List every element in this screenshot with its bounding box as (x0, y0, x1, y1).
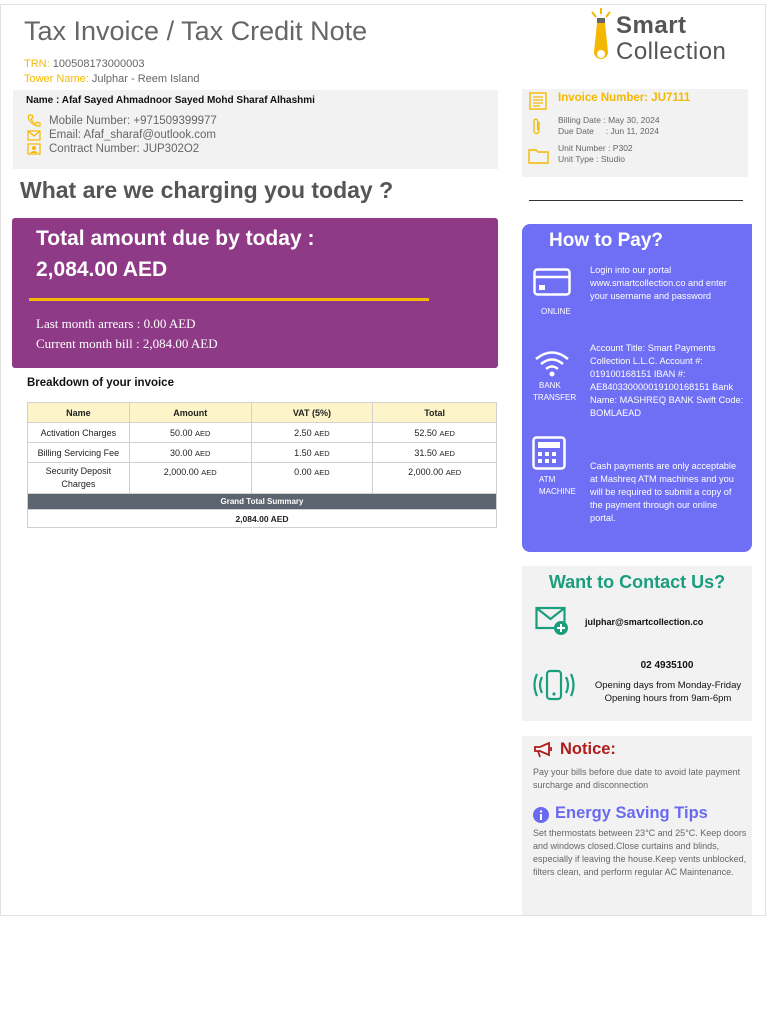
logo-text-smart: Smart (616, 12, 687, 39)
grand-total-row (28, 510, 497, 528)
due-date: Due Date : Jun 11, 2024 (558, 126, 659, 136)
atm-machine-label: ATM MACHINE (539, 475, 576, 496)
envelope-icon (27, 130, 41, 141)
contract-row (27, 143, 199, 155)
credit-card-icon (533, 268, 571, 296)
notice-title: Notice: (560, 740, 616, 758)
trn-label: TRN: (24, 58, 50, 70)
email-add-icon (535, 606, 569, 636)
email-row (27, 129, 216, 141)
amount-due-label: Total amount due by today : (36, 227, 315, 250)
wifi-icon (534, 350, 570, 378)
lightbulb-logo-icon (588, 6, 614, 66)
row-name: Billing Servicing Fee (28, 443, 130, 463)
column-header-name: Name (28, 403, 130, 423)
grand-total-value: 2,084.00 AED (28, 510, 497, 528)
row-amount: 50.00 AED (129, 423, 251, 443)
online-instructions: Login into our portal www.smartcollection.co and enter your username and password (590, 265, 727, 301)
invoice-breakdown-table (27, 402, 497, 528)
notice-text: Pay your bills before due date to avoid late payment surcharge and disconnection (533, 767, 741, 790)
invoice-info-box (522, 89, 748, 177)
paperclip-icon (532, 118, 542, 136)
row-total: 31.50 AED (373, 443, 497, 463)
bank-transfer-details: Account Title: Smart Payments Collection L.L.C. Account #: 019100168151 IBAN #: AE840330000019100168151 Bank Name: MASHREQ BANK Swift Code: BOMLAEAD (590, 343, 744, 418)
mobile-number: Mobile Number: +971509399977 (49, 114, 217, 127)
how-to-pay-title: How to Pay? (549, 230, 664, 251)
opening-times (592, 679, 744, 705)
table-row (28, 463, 497, 494)
contract-number: Contract Number: JUP302O2 (49, 143, 200, 155)
column-header-amount: Amount (129, 403, 251, 423)
row-amount: 2,000.00 AED (129, 463, 251, 494)
logo-text-collection: Collection (616, 38, 727, 65)
ringing-phone-icon (533, 669, 575, 701)
megaphone-icon (533, 742, 553, 758)
current-month-bill: Current month bill : 2,084.00 AED (36, 336, 218, 351)
row-amount: 30.00 AED (129, 443, 251, 463)
column-header-vat: VAT (5%) (251, 403, 373, 423)
opening-days: Opening days from Monday-Friday (594, 680, 742, 691)
phone-icon (27, 114, 41, 127)
contact-title: Want to Contact Us? (548, 572, 726, 592)
amount-due-divider (29, 298, 429, 301)
contact-email[interactable]: julphar@smartcollection.co (585, 617, 704, 627)
row-vat: 0.00 AED (251, 463, 373, 494)
atm-machine-icon (532, 436, 566, 470)
trn-line (24, 58, 145, 70)
energy-tips-text: Set thermostats between 23°C and 25°C. Keep doors and windows closed.Close curtains and blinds, especially if leaving the house.Keep vents unblocked, filters clean, and perform regular AC Maintenance. (533, 828, 747, 877)
breakdown-heading: Breakdown of your invoice (27, 377, 174, 389)
table-row (28, 423, 497, 443)
folder-icon (528, 147, 550, 164)
table-row (28, 443, 497, 463)
notice-panel (522, 736, 752, 915)
tower-value: Julphar - Reem Island (91, 73, 200, 85)
info-icon (533, 807, 549, 823)
trn-value: 100508173000003 (52, 58, 145, 70)
email-address: Email: Afaf_sharaf@outlook.com (49, 129, 217, 141)
grand-total-header-row (28, 494, 497, 510)
document-title: Tax Invoice / Tax Credit Note (24, 16, 368, 46)
row-total: 52.50 AED (373, 423, 497, 443)
customer-info-box (13, 90, 498, 169)
charging-heading: What are we charging you today ? (20, 177, 394, 203)
row-vat: 1.50 AED (251, 443, 373, 463)
unit-type: Unit Type : Studio (558, 154, 625, 164)
atm-instructions: Cash payments are only acceptable at Mashreq ATM machines and you will be required to submit a copy of the payment through our online portal. (590, 461, 737, 523)
contact-phone[interactable]: 02 4935100 (640, 660, 694, 671)
invoice-number: Invoice Number: JU7111 (558, 92, 691, 104)
row-total: 2,000.00 AED (373, 463, 497, 494)
section-divider (529, 200, 743, 201)
smart-collection-logo (588, 6, 758, 66)
mobile-row (27, 114, 217, 127)
tower-label: Tower Name: (24, 73, 89, 85)
how-to-pay-panel (522, 224, 752, 552)
grand-total-label: Grand Total Summary (28, 494, 497, 510)
energy-tips-title: Energy Saving Tips (555, 804, 708, 822)
unit-number: Unit Number : P302 (558, 143, 633, 153)
document-list-icon (528, 92, 548, 110)
row-vat: 2.50 AED (251, 423, 373, 443)
row-name: Security Deposit Charges (28, 463, 130, 494)
last-month-arrears: Last month arrears : 0.00 AED (36, 316, 196, 331)
online-label: ONLINE (541, 307, 571, 316)
billing-date: Billing Date : May 30, 2024 (558, 115, 660, 125)
row-name: Activation Charges (28, 423, 130, 443)
table-header-row (28, 403, 497, 423)
tower-line (24, 73, 199, 85)
column-header-total: Total (373, 403, 497, 423)
opening-hours: Opening hours from 9am-6pm (604, 693, 732, 704)
bank-transfer-label: BANK TRANSFER (533, 381, 577, 402)
amount-due-value: 2,084.00 AED (36, 258, 168, 281)
amount-due-panel (12, 218, 498, 368)
contract-card-icon (27, 143, 41, 155)
customer-name: Name : Afaf Sayed Ahmadnoor Sayed Mohd Sharaf Alhashmi (26, 95, 315, 106)
contact-panel (522, 566, 752, 721)
